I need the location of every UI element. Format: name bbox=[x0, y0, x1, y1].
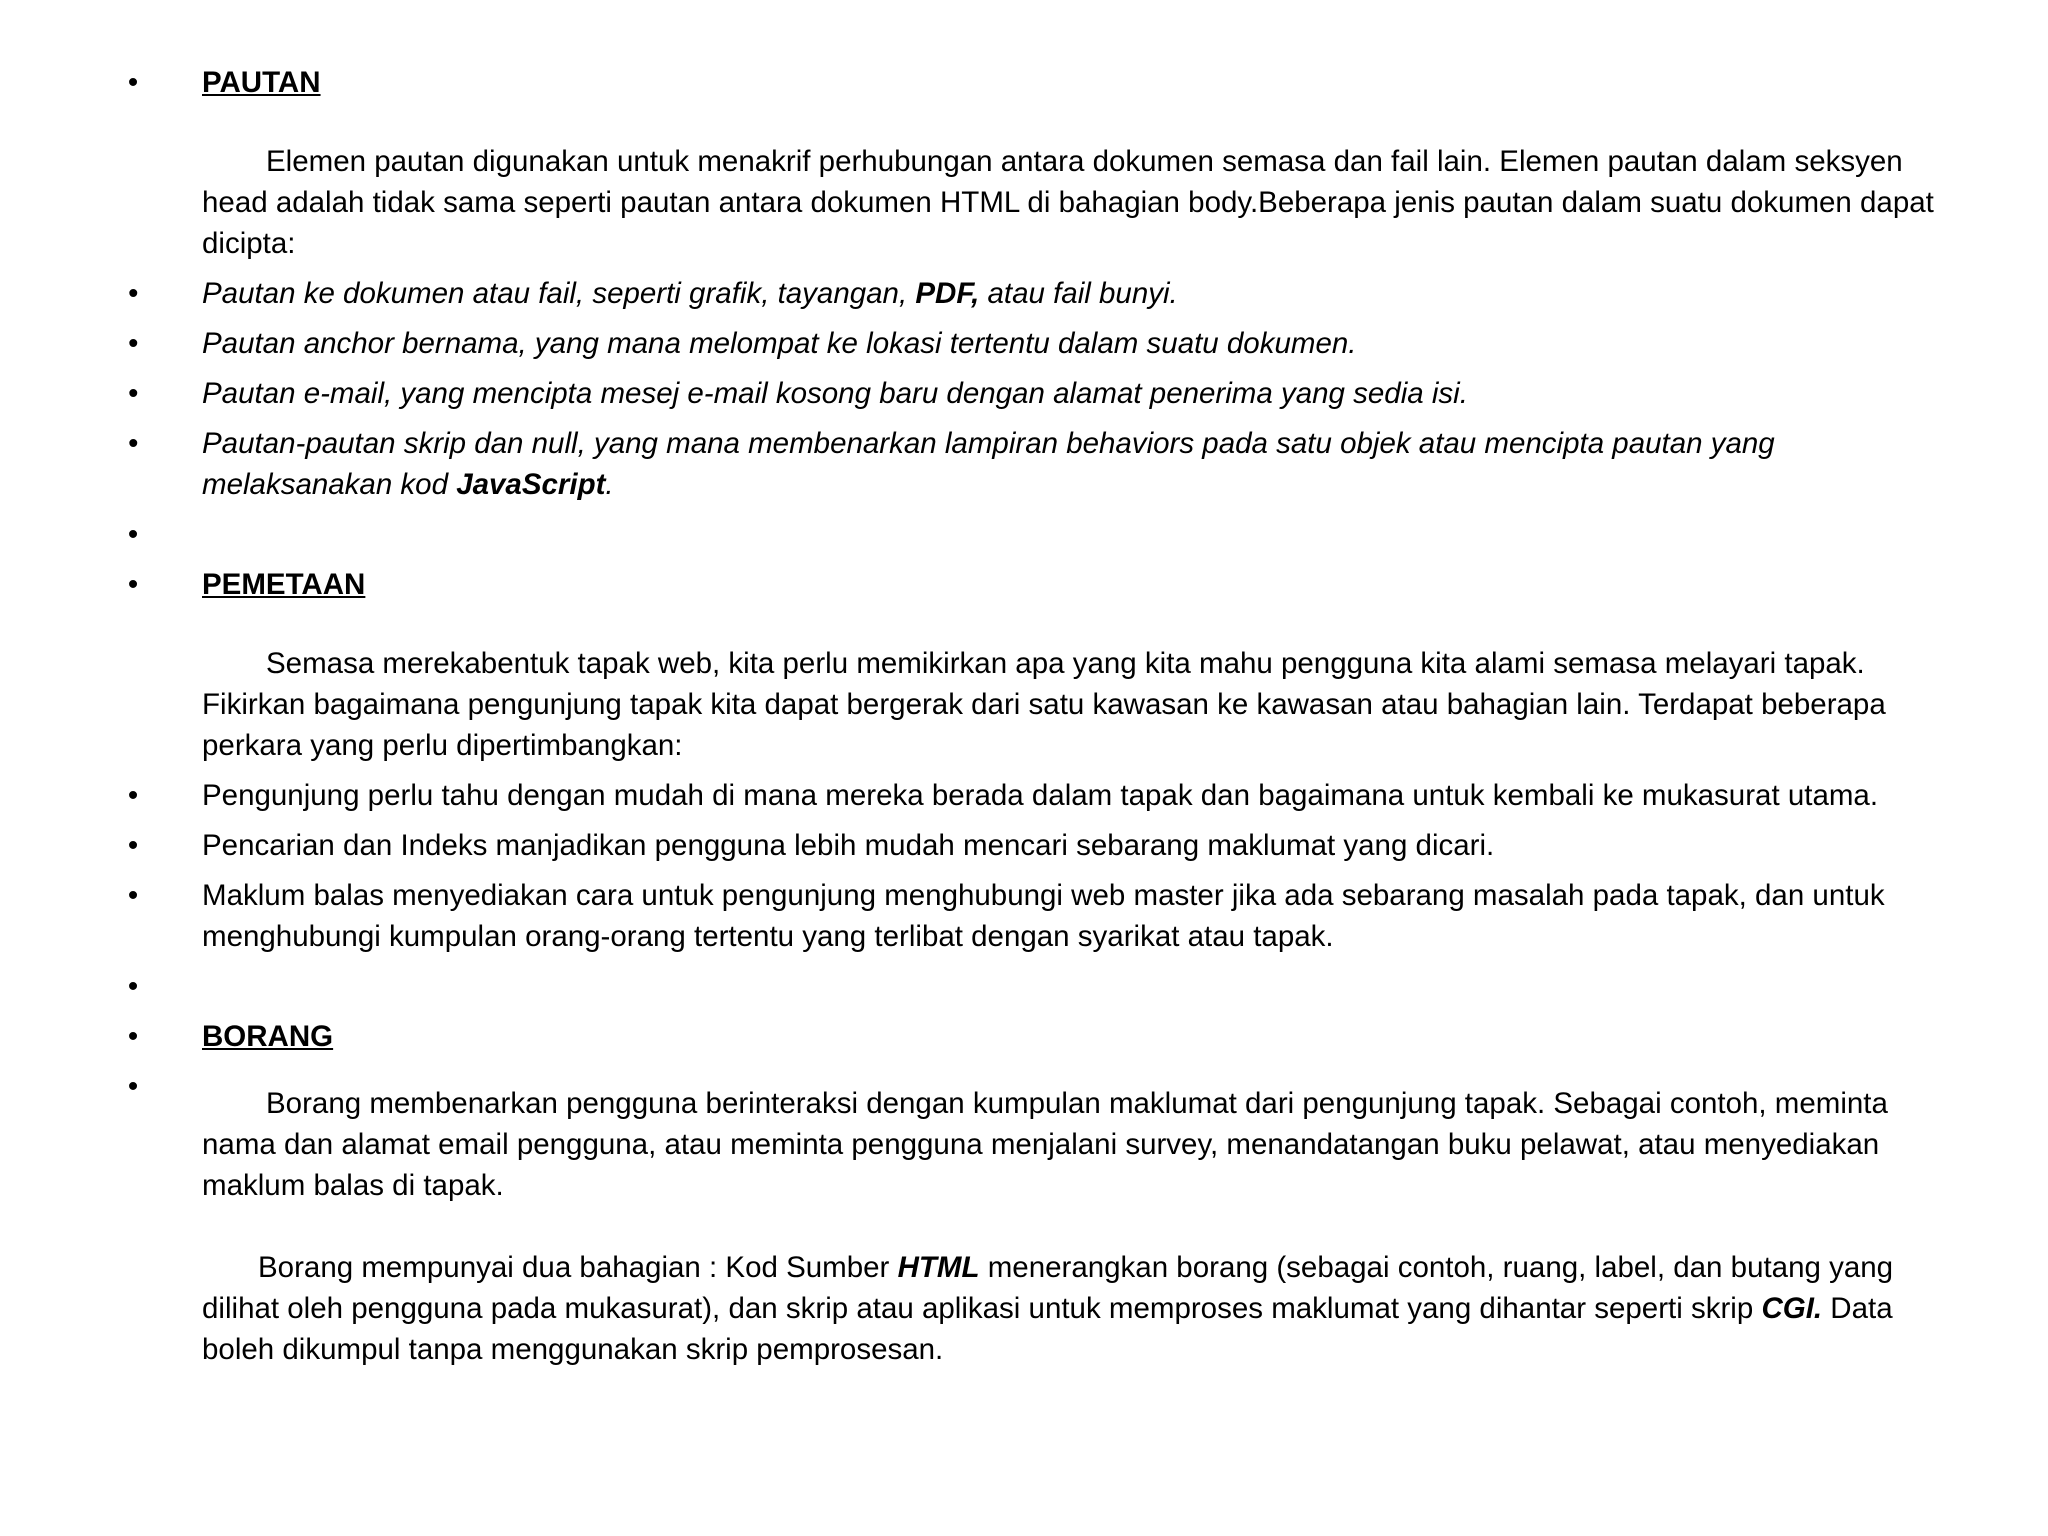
pautan-heading: PAUTAN bbox=[202, 66, 321, 99]
empty-bullet-row bbox=[0, 514, 1968, 555]
bullet bbox=[124, 966, 142, 1007]
pemetaan-item-3-text: Maklum balas menyediakan cara untuk pengunjung menghubungi web master jika ada sebarang masalah pada tapak, dan untuk menghubungi kumpulan orang-orang tertentu yang terlibat dengan syarikat atau tapak. bbox=[202, 879, 1885, 953]
empty-bullet-row bbox=[0, 966, 1968, 1007]
borang-heading-row bbox=[0, 1016, 1968, 1057]
bullet bbox=[124, 825, 142, 866]
pautan-item-1-pdf: PDF, bbox=[915, 277, 980, 310]
bullet bbox=[124, 273, 142, 314]
borang-heading: BORANG bbox=[202, 1020, 334, 1053]
bullet bbox=[124, 775, 142, 816]
empty-bullet-row bbox=[0, 1066, 1968, 1107]
pemetaan-intro: Semasa merekabentuk tapak web, kita perlu memikirkan apa yang kita mahu pengguna kita alami semasa melayari tapak. Fikirkan bagaimana pengunjung tapak kita dapat bergerak dari satu kawasan ke kawasan atau bahagian lain. Terdapat beberapa perkara yang perlu dipertimbangkan: bbox=[202, 647, 1886, 762]
bullet bbox=[124, 62, 142, 103]
pautan-intro-paragraph bbox=[0, 141, 1968, 264]
pautan-item-2 bbox=[0, 323, 1968, 364]
bullet bbox=[124, 1016, 142, 1057]
pemetaan-heading-row bbox=[0, 564, 1968, 605]
pautan-item-2-text: Pautan anchor bernama, yang mana melompat ke lokasi tertentu dalam suatu dokumen. bbox=[202, 327, 1357, 360]
borang-para-2-cgi: CGI. bbox=[1761, 1292, 1823, 1325]
pemetaan-item-3 bbox=[0, 875, 1968, 957]
bullet bbox=[124, 514, 142, 555]
pautan-heading-row bbox=[0, 62, 1968, 103]
borang-para-2-text-mid: menerangkan borang (sebagai contoh, ruang, label, dan butang yang dilihat oleh pengguna pada mukasurat), dan skrip atau aplikasi untuk memproses maklumat yang dihantar seperti skrip bbox=[202, 1251, 1894, 1325]
pautan-item-1-text-end: atau fail bunyi. bbox=[979, 277, 1178, 310]
pautan-item-1-text: Pautan ke dokumen atau fail, seperti grafik, tayangan, bbox=[202, 277, 916, 310]
pautan-intro: Elemen pautan digunakan untuk menakrif perhubungan antara dokumen semasa dan fail lain. Elemen pautan dalam seksyen head adalah tidak sama seperti pautan antara dokumen HTML di bahagian body.Beberapa jenis pautan dalam suatu dokumen dapat dicipta: bbox=[202, 145, 1934, 260]
pautan-item-4-javascript: JavaScript bbox=[456, 468, 606, 501]
bullet bbox=[124, 1066, 142, 1107]
pautan-item-4 bbox=[0, 423, 1968, 505]
borang-paragraph-2 bbox=[0, 1247, 1968, 1370]
pemetaan-item-1 bbox=[0, 775, 1968, 816]
pemetaan-item-2 bbox=[0, 825, 1968, 866]
borang-para-2-html: HTML bbox=[897, 1251, 980, 1284]
borang-para-2-text-end: Data boleh dikumpul tanpa menggunakan skrip pemprosesan. bbox=[202, 1292, 1893, 1366]
bullet bbox=[124, 423, 142, 464]
pemetaan-heading: PEMETAAN bbox=[202, 568, 366, 601]
pautan-item-4-text: Pautan-pautan skrip dan null, yang mana membenarkan lampiran behaviors pada satu objek atau mencipta pautan yang melaksanakan kod bbox=[202, 427, 1775, 501]
borang-para-1-text: Borang membenarkan pengguna berinteraksi dengan kumpulan maklumat dari pengunjung tapak. Sebagai contoh, meminta nama dan alamat email pengguna, atau meminta pengguna menjalani survey, menandatangan buku pelawat, atau menyediakan maklum balas di tapak. bbox=[202, 1087, 1888, 1202]
pautan-item-3-text: Pautan e-mail, yang mencipta mesej e-mail kosong baru dengan alamat penerima yang sedia isi. bbox=[202, 377, 1468, 410]
borang-para-2-text: Borang mempunyai dua bahagian : Kod Sumber bbox=[258, 1251, 898, 1284]
pautan-item-4-text-end: . bbox=[605, 468, 614, 501]
bullet bbox=[124, 323, 142, 364]
pemetaan-intro-paragraph bbox=[0, 643, 1968, 766]
pautan-item-3 bbox=[0, 373, 1968, 414]
pemetaan-item-1-text: Pengunjung perlu tahu dengan mudah di mana mereka berada dalam tapak dan bagaimana untuk kembali ke mukasurat utama. bbox=[202, 779, 1879, 812]
bullet bbox=[124, 564, 142, 605]
bullet bbox=[124, 875, 142, 916]
bullet bbox=[124, 373, 142, 414]
pautan-item-1 bbox=[0, 273, 1968, 314]
pemetaan-item-2-text: Pencarian dan Indeks manjadikan pengguna lebih mudah mencari sebarang maklumat yang dicari. bbox=[202, 829, 1495, 862]
